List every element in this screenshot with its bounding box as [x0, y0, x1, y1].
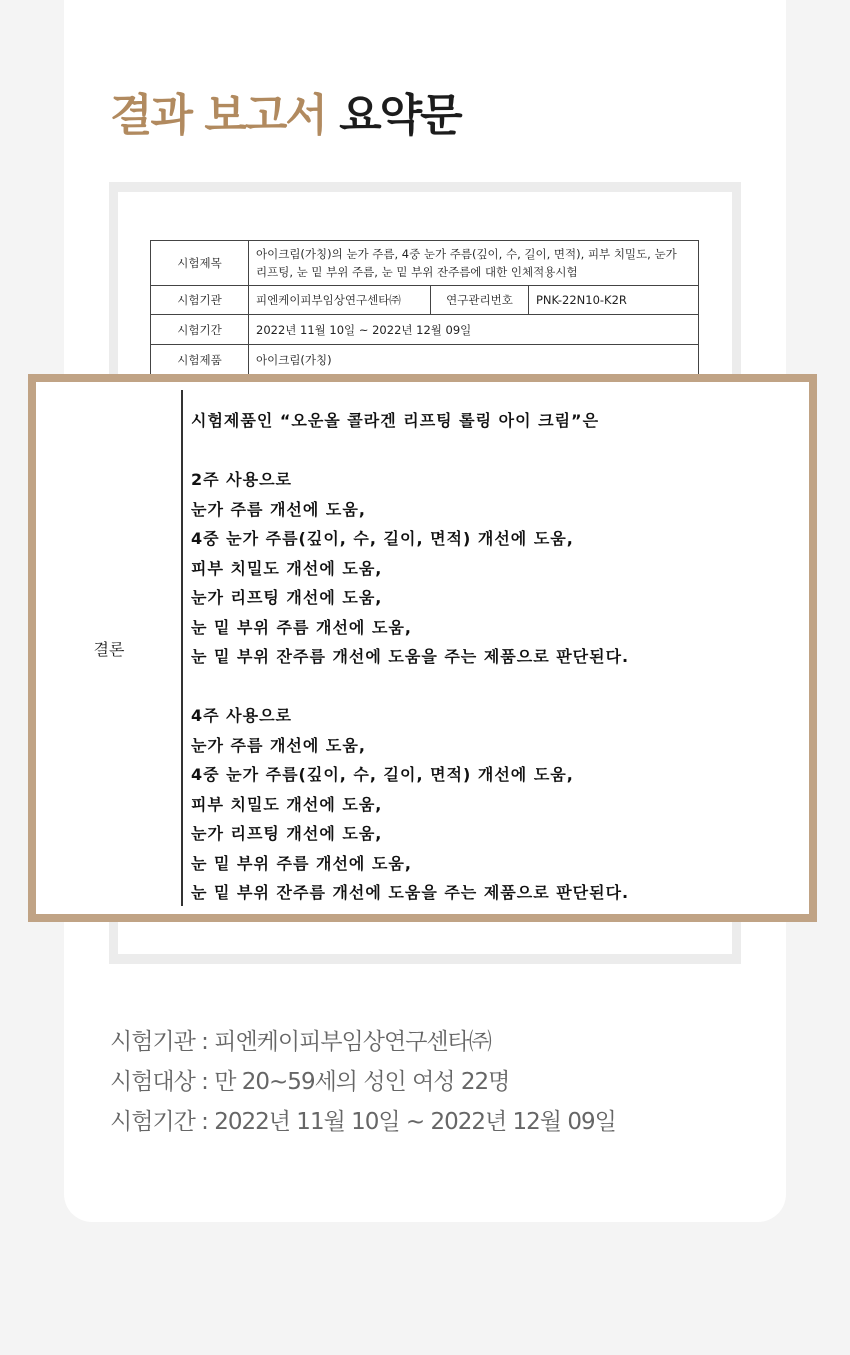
week2-line: 눈 밑 부위 잔주름 개선에 도움을 주는 제품으로 판단된다. [191, 647, 630, 666]
week4-line: 눈가 리프팅 개선에 도움, [191, 824, 383, 843]
week4-line: 눈 밑 부위 잔주름 개선에 도움을 주는 제품으로 판단된다. [191, 883, 630, 902]
research-no-label: 연구관리번호 [431, 286, 529, 315]
test-summary-meta [110, 1022, 730, 1142]
subject-label: 시험제목 [151, 241, 249, 286]
institution-value: 피엔케이피부임상연구센타㈜ [249, 286, 431, 315]
week2-line: 피부 치밀도 개선에 도움, [191, 558, 383, 578]
week2-line: 눈가 주름 개선에 도움, [191, 499, 366, 519]
institution-label: 시험기관 [151, 286, 249, 315]
subject-value: 아이크림(가칭)의 눈가 주름, 4중 눈가 주름(깊이, 수, 길이, 면적), 피부 치밀도, 눈가 리프팅, 눈 밑 부위 주름, 눈 밑 부위 잔주름에 대한 인체적용시험 [249, 241, 699, 286]
week2-line: 눈가 리프팅 개선에 도움, [191, 588, 383, 607]
table-row [151, 315, 699, 345]
week4-line: 눈 밑 부위 주름 개선에 도움, [191, 853, 412, 873]
conclusion-divider [181, 390, 183, 906]
week4-heading: 4주 사용으로 [191, 706, 292, 725]
page-title [110, 86, 461, 146]
table-row [151, 286, 699, 315]
meta-period: 시험기간 : 2022년 11월 10일 ~ 2022년 12월 09일 [110, 1109, 616, 1135]
table-row [151, 241, 699, 286]
conclusion-intro: 시험제품인 “오운올 콜라겐 리프팅 롤링 아이 크림”은 [191, 411, 600, 430]
conclusion-body [191, 406, 801, 908]
title-accent: 결과 보고서 [110, 90, 326, 141]
conclusion-label: 결론 [93, 639, 125, 659]
product-label: 시험제품 [151, 345, 249, 375]
research-no-value: PNK-22N10-K2R [529, 286, 699, 315]
week2-line: 눈 밑 부위 주름 개선에 도움, [191, 617, 412, 637]
week2-line: 4중 눈가 주름(깊이, 수, 길이, 면적) 개선에 도움, [191, 529, 574, 548]
spacer [191, 436, 801, 466]
period-value: 2022년 11월 10일 ~ 2022년 12월 09일 [249, 315, 699, 345]
title-dark: 요약문 [339, 90, 461, 141]
conclusion-highlight-box [28, 374, 817, 922]
meta-subjects: 시험대상 : 만 20~59세의 성인 여성 22명 [110, 1069, 510, 1095]
week4-line: 4중 눈가 주름(깊이, 수, 길이, 면적) 개선에 도움, [191, 765, 574, 784]
spacer [191, 672, 801, 702]
meta-institution: 시험기관 : 피엔케이피부임상연구센타㈜ [110, 1029, 491, 1055]
week4-line: 눈가 주름 개선에 도움, [191, 735, 366, 755]
week4-line: 피부 치밀도 개선에 도움, [191, 794, 383, 814]
test-info-table [150, 240, 699, 375]
period-label: 시험기간 [151, 315, 249, 345]
week2-heading: 2주 사용으로 [191, 470, 292, 489]
table-row [151, 345, 699, 375]
product-value: 아이크림(가칭) [249, 345, 699, 375]
